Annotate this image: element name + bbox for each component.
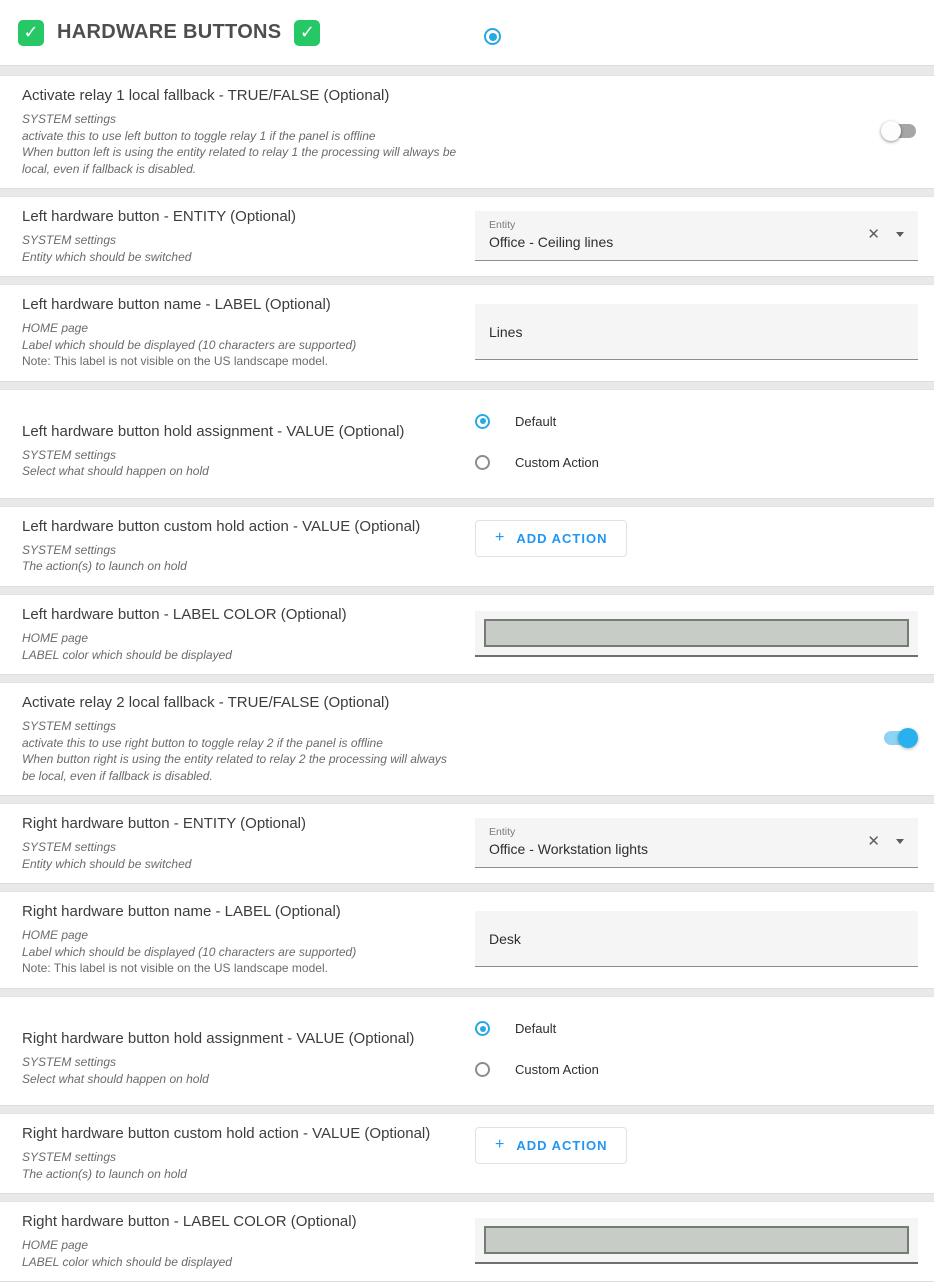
setting-desc: SYSTEM settings — [22, 840, 117, 855]
setting-desc: activate this to use left button to toggle relay 1 if the panel is offline — [22, 128, 376, 143]
setting-control — [462, 516, 918, 575]
toggle-thumb — [881, 121, 901, 141]
radio-icon — [475, 414, 490, 429]
plus-icon: + — [495, 1136, 506, 1154]
right-label-color-swatch[interactable] — [484, 1226, 909, 1254]
setting-desc: The action(s) to launch on hold — [22, 1166, 187, 1181]
left-label-input[interactable] — [489, 324, 904, 340]
setting-desc: HOME page — [22, 631, 89, 646]
setting-desc: When button left is using the entity related to relay 1 the processing will always be local, even if fallback is disabled. — [22, 145, 457, 176]
setting-note: Note: This label is not visible on the US landscape model. — [22, 354, 328, 369]
radio-icon — [475, 1021, 490, 1036]
toggle-thumb — [898, 728, 918, 748]
dropdown-caret-icon[interactable] — [896, 839, 904, 844]
radio-icon — [475, 1062, 490, 1077]
setting-desc: SYSTEM settings — [22, 447, 117, 462]
right-label-color-field[interactable] — [475, 1218, 918, 1264]
setting-title: Right hardware button hold assignment - VALUE (Optional) — [22, 1030, 415, 1048]
check-icon: ✓ — [18, 20, 44, 46]
setting-desc: Select what should happen on hold — [22, 1071, 209, 1086]
setting-desc: Entity which should be switched — [22, 856, 192, 871]
setting-text — [22, 813, 462, 872]
setting-text — [22, 294, 462, 370]
relay2-fallback-toggle[interactable] — [881, 728, 918, 748]
section-header — [0, 0, 934, 66]
radio-icon — [475, 455, 490, 470]
setting-row-right-label — [0, 891, 934, 989]
right-hold-custom-radio[interactable] — [475, 1062, 599, 1077]
setting-control — [462, 1211, 918, 1270]
radio-label: Custom Action — [515, 1062, 599, 1078]
setting-row-left-label — [0, 284, 934, 382]
right-hold-default-radio[interactable] — [475, 1021, 556, 1036]
setting-desc: The action(s) to launch on hold — [22, 559, 187, 574]
setting-desc: HOME page — [22, 321, 89, 336]
field-label: Entity — [489, 218, 516, 231]
setting-title: Right hardware button - ENTITY (Optional) — [22, 815, 307, 833]
setting-text — [22, 604, 462, 663]
setting-desc: HOME page — [22, 1238, 89, 1253]
setting-text — [22, 1123, 462, 1182]
add-action-label: ADD ACTION — [516, 1138, 608, 1154]
setting-desc: SYSTEM settings — [22, 542, 117, 557]
setting-note: Note: This label is not visible on the US landscape model. — [22, 961, 328, 976]
select-text — [489, 826, 867, 857]
setting-row-left-hold-assignment — [0, 389, 934, 499]
right-label-input[interactable] — [489, 931, 904, 947]
setting-desc: SYSTEM settings — [22, 719, 117, 734]
setting-desc: HOME page — [22, 928, 89, 943]
setting-desc: When button right is using the entity related to relay 2 the processing will always be local, even if fallback is disabled. — [22, 752, 447, 783]
setting-control — [462, 294, 918, 370]
clear-icon[interactable]: ✕ — [867, 833, 880, 851]
setting-desc: Label which should be displayed (10 characters are supported) — [22, 337, 357, 352]
setting-title: Activate relay 2 local fallback - TRUE/FALSE (Optional) — [22, 694, 390, 712]
setting-control — [462, 206, 918, 265]
add-action-label: ADD ACTION — [516, 530, 608, 546]
field-value: Office - Workstation lights — [489, 840, 648, 857]
setting-title: Right hardware button custom hold action - VALUE (Optional) — [22, 1125, 431, 1143]
setting-row-relay2-fallback — [0, 682, 934, 796]
setting-text — [22, 1015, 462, 1094]
setting-title: Left hardware button custom hold action - VALUE (Optional) — [22, 517, 421, 535]
dropdown-caret-icon[interactable] — [896, 232, 904, 237]
setting-text — [22, 901, 462, 977]
setting-desc: activate this to use right button to toggle relay 2 if the panel is offline — [22, 735, 383, 750]
setting-title: Right hardware button - LABEL COLOR (Optional) — [22, 1213, 357, 1231]
setting-text — [22, 1211, 462, 1270]
header-radio[interactable] — [484, 28, 501, 45]
left-label-color-swatch[interactable] — [484, 619, 909, 647]
left-hold-custom-radio[interactable] — [475, 455, 599, 470]
right-entity-select[interactable] — [475, 818, 918, 868]
setting-row-right-entity — [0, 803, 934, 884]
left-label-color-field[interactable] — [475, 611, 918, 657]
setting-row-left-entity — [0, 196, 934, 277]
setting-desc: LABEL color which should be displayed — [22, 647, 232, 662]
left-entity-select[interactable] — [475, 211, 918, 261]
left-hold-default-radio[interactable] — [475, 414, 556, 429]
setting-title: Right hardware button name - LABEL (Optional) — [22, 903, 341, 921]
setting-row-left-custom-hold-action — [0, 506, 934, 587]
setting-control — [462, 1123, 918, 1182]
setting-desc: LABEL color which should be displayed — [22, 1254, 232, 1269]
setting-row-right-hold-assignment — [0, 996, 934, 1106]
setting-desc: SYSTEM settings — [22, 112, 117, 126]
right-label-input-field — [475, 911, 918, 967]
setting-title: Left hardware button name - LABEL (Optional) — [22, 296, 331, 314]
setting-desc: SYSTEM settings — [22, 233, 117, 248]
radio-label: Default — [515, 1021, 557, 1037]
setting-control — [462, 813, 918, 872]
radio-label: Default — [515, 413, 557, 429]
setting-control — [462, 85, 918, 177]
field-value: Office - Ceiling lines — [489, 233, 614, 250]
setting-desc: SYSTEM settings — [22, 1055, 117, 1070]
setting-text — [22, 206, 462, 265]
page-title: HARDWARE BUTTONS — [57, 21, 282, 43]
check-icon: ✓ — [294, 20, 320, 46]
setting-row-relay1-fallback — [0, 75, 934, 189]
left-add-action-button[interactable] — [475, 520, 627, 557]
plus-icon: + — [495, 528, 506, 546]
select-text — [489, 219, 867, 250]
setting-title: Left hardware button - ENTITY (Optional) — [22, 208, 297, 226]
setting-desc: Label which should be displayed (10 characters are supported) — [22, 944, 357, 959]
setting-desc: SYSTEM settings — [22, 1150, 117, 1165]
field-label: Entity — [489, 825, 516, 838]
left-label-input-field — [475, 304, 918, 360]
right-add-action-button[interactable] — [475, 1127, 627, 1164]
radio-label: Custom Action — [515, 454, 599, 470]
setting-text — [22, 408, 462, 487]
setting-row-right-label-color — [0, 1201, 934, 1282]
clear-icon[interactable]: ✕ — [867, 226, 880, 244]
setting-row-left-label-color — [0, 594, 934, 675]
setting-text — [22, 85, 462, 177]
setting-control — [462, 604, 918, 663]
setting-text — [22, 516, 462, 575]
setting-title: Left hardware button - LABEL COLOR (Optional) — [22, 606, 347, 624]
setting-control — [462, 901, 918, 977]
setting-control — [462, 692, 918, 784]
setting-desc: Select what should happen on hold — [22, 464, 209, 479]
setting-control — [462, 1015, 918, 1094]
setting-row-right-custom-hold-action — [0, 1113, 934, 1194]
setting-title: Left hardware button hold assignment - VALUE (Optional) — [22, 422, 405, 440]
relay1-fallback-toggle[interactable] — [881, 121, 918, 141]
setting-desc: Entity which should be switched — [22, 249, 192, 264]
setting-title: Activate relay 1 local fallback - TRUE/FALSE (Optional) — [22, 87, 390, 104]
setting-control — [462, 408, 918, 487]
setting-text — [22, 692, 462, 784]
